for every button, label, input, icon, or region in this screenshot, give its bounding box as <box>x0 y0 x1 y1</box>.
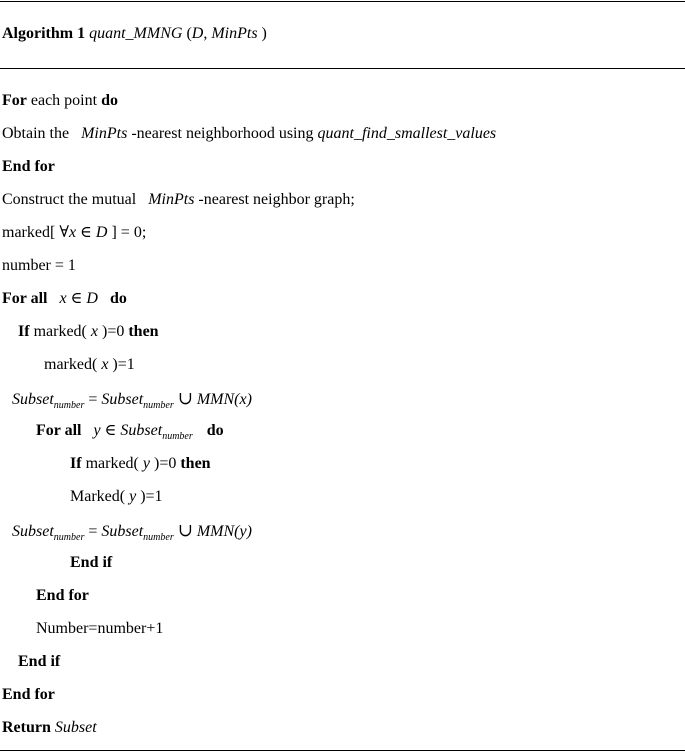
line-for-all-x: For all x ∈ D do <box>2 290 127 307</box>
line-subset-union-y: Subset$_{number}$ = Subset$_{number}$ ∪ MMN(y) <box>12 520 252 543</box>
line-for-each: For each point do <box>2 92 118 109</box>
line-construct-graph: Construct the mutual MinPts -nearest neighbor graph; <box>2 191 355 208</box>
line-end-for-1: End for <box>2 158 55 175</box>
line-obtain-neighborhood: Obtain the MinPts -nearest neighborhood using quant_find_smallest_values <box>2 125 497 142</box>
line-end-for-outer: End for <box>2 686 55 703</box>
line-marked-init: marked[ ∀x ∈ D ] = 0; <box>2 224 147 241</box>
algorithm-arg-d: D <box>191 25 204 42</box>
algorithm-header: Algorithm 1 quant_MMNG (D, MinPts ) <box>2 25 267 42</box>
line-mark-x: marked( x )=1 <box>44 356 135 373</box>
header-rule <box>0 68 685 69</box>
line-return: Return Subset <box>2 719 97 736</box>
line-end-if-outer: End if <box>18 653 61 670</box>
algorithm-name: quant_MMNG <box>89 25 183 42</box>
bottom-rule <box>0 750 685 751</box>
line-if-marked-y: If marked( y )=0 then <box>70 455 211 472</box>
top-rule <box>0 1 685 2</box>
line-for-all-y: For all y ∈ Subset$_{number}$ do <box>36 422 224 442</box>
line-end-for-inner: End for <box>36 587 89 604</box>
algorithm-arg-minpts: MinPts <box>211 25 258 42</box>
line-subset-union-x: Subset$_{number}$ = Subset$_{number}$ ∪ MMN(x) <box>12 388 252 411</box>
line-end-if-inner: End if <box>70 554 113 571</box>
algorithm-label: Algorithm 1 <box>2 25 86 42</box>
line-number-init: number = 1 <box>2 257 76 274</box>
line-mark-y: Marked( y )=1 <box>70 488 163 505</box>
line-if-marked-x: If marked( x )=0 then <box>18 323 159 340</box>
line-increment-number: Number=number+1 <box>36 620 164 637</box>
